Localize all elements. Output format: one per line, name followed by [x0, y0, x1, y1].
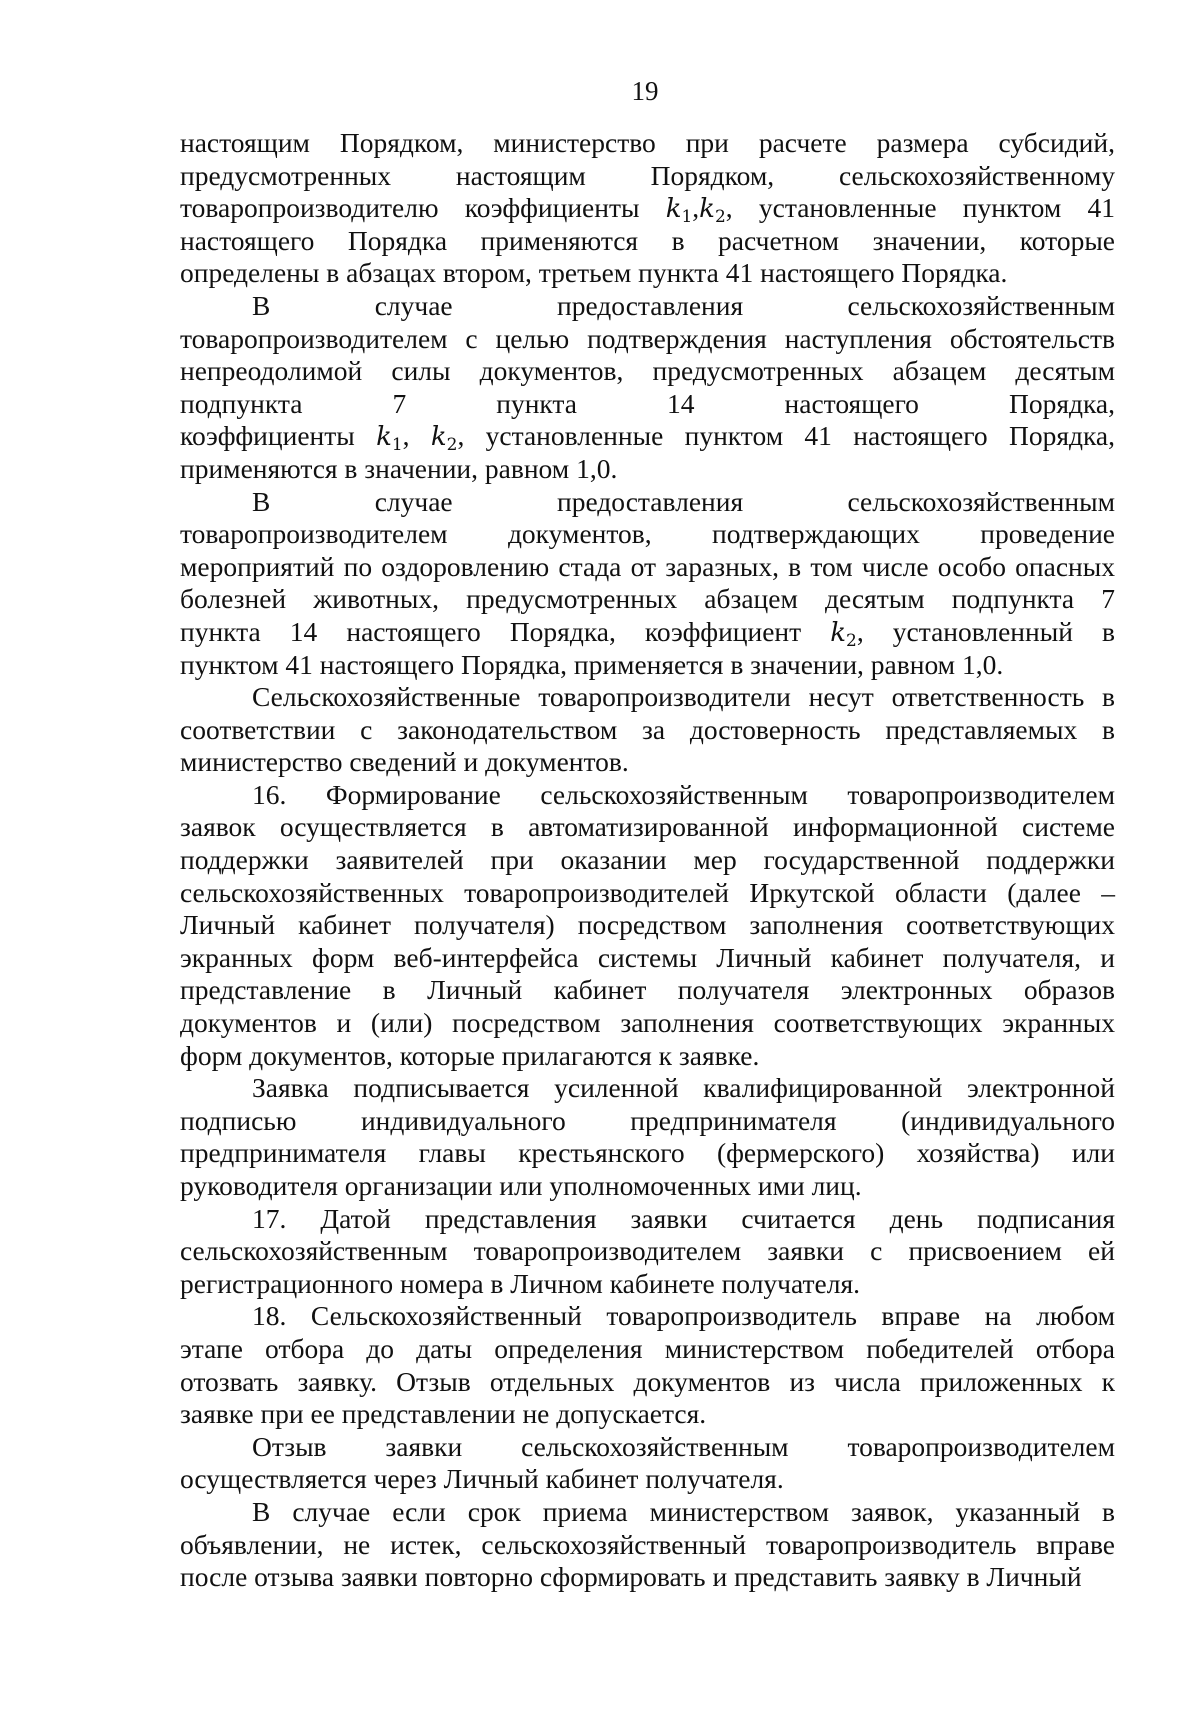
document-body — [180, 127, 1115, 1594]
text-line: экранных форм веб-интерфейса системы Личный кабинет получателя, и — [180, 941, 1115, 973]
text-line: после отзыва заявки повторно сформировать и представить заявку в Личный — [180, 1561, 1082, 1593]
paragraph — [180, 1203, 1115, 1301]
text-line: руководителя организации или уполномоченных ими лиц. — [180, 1170, 862, 1201]
text-line: отозвать заявку. Отзыв отдельных документов из числа приложенных к — [180, 1365, 1115, 1397]
coefficient-symbol: $k_2$ — [430, 422, 458, 456]
text-line: Личный кабинет получателя) посредством заполнения соответствующих — [180, 909, 1115, 941]
text-line: непреодолимой силы документов, предусмотренных абзацем десятым — [180, 355, 1115, 387]
text-line: заявке при ее представлении не допускается. — [180, 1398, 707, 1430]
text-line: определены в абзацах втором, третьем пункта 41 настоящего Порядка. — [180, 257, 1008, 289]
text-line: товаропроизводителем документов, подтверждающих проведение — [180, 518, 1115, 550]
text-line: пунктом 41 настоящего Порядка, применяется в значении, равном 1,0. — [180, 648, 1004, 680]
text-line: сельскохозяйственных товаропроизводителей Иркутской области (далее – — [180, 876, 1115, 908]
text-line: этапе отбора до даты определения министерством победителей отбора — [180, 1332, 1115, 1364]
text-line: заявок осуществляется в автоматизированной информационной системе — [180, 811, 1115, 843]
text-line: министерство сведений и документов. — [180, 746, 629, 778]
text-line: настоящим Порядком, министерство при расчете размера субсидий, — [180, 127, 1115, 158]
text-line: 16. Формирование сельскохозяйственным товаропроизводителем — [252, 778, 1115, 810]
text-line: В случае если срок приема министерством заявок, указанный в — [252, 1495, 1115, 1527]
paragraph — [180, 290, 1115, 486]
text-line: подпункта 7 пункта 14 настоящего Порядка, — [180, 387, 1115, 419]
page-number: 19 — [631, 76, 659, 106]
text-line: пункта 14 настоящего Порядка, коэффициент $k_2$, установленный в — [180, 615, 1115, 651]
text-line: предусмотренных настоящим Порядком, сельскохозяйственному — [180, 159, 1115, 191]
text-line: Сельскохозяйственные товаропроизводители несут ответственность в — [252, 681, 1115, 713]
text-line: Отзыв заявки сельскохозяйственным товаропроизводителем — [252, 1430, 1115, 1462]
text-line: объявлении, не истек, сельскохозяйственный товаропроизводитель вправе — [180, 1528, 1115, 1560]
paragraph — [180, 779, 1115, 1072]
text-line: мероприятий по оздоровлению стада от заразных, в том числе особо опасных — [180, 550, 1115, 582]
text-line: осуществляется через Личный кабинет получателя. — [180, 1463, 784, 1495]
paragraph — [180, 1072, 1115, 1202]
paragraph — [180, 681, 1115, 779]
text-line: форм документов, которые прилагаются к заявке. — [180, 1039, 760, 1071]
text-line: товаропроизводителем с целью подтверждения наступления обстоятельств — [180, 322, 1115, 354]
text-line: настоящего Порядка применяются в расчетном значении, которые — [180, 224, 1115, 256]
text-line: сельскохозяйственным товаропроизводителем заявки с присвоением ей — [180, 1235, 1115, 1267]
text-line: применяются в значении, равном 1,0. — [180, 452, 618, 484]
text-line: Заявка подписывается усиленной квалифицированной электронной — [252, 1072, 1115, 1104]
text-line: регистрационного номера в Личном кабинете получателя. — [180, 1267, 860, 1299]
text-line: подписью индивидуального предпринимателя (индивидуального — [180, 1104, 1115, 1136]
text-line: документов и (или) посредством заполнения соответствующих экранных — [180, 1007, 1115, 1039]
text-line: коэффициенты $k_1$, $k_2$, установленные пунктом 41 настоящего Порядка, — [180, 420, 1115, 456]
text-line: товаропроизводителю коэффициенты $k_1,k_2$, установленные пунктом 41 — [180, 192, 1115, 228]
paragraph — [180, 127, 1115, 290]
paragraph — [180, 1431, 1115, 1496]
coefficient-symbol: $k_1$ — [665, 194, 693, 228]
text-line: соответствии с законодательством за достоверность представляемых в — [180, 713, 1115, 745]
text-line: поддержки заявителей при оказании мер государственной поддержки — [180, 844, 1115, 876]
coefficient-symbol: $k_2$ — [699, 194, 726, 228]
text-line: 17. Датой представления заявки считается день подписания — [252, 1202, 1115, 1234]
text-line: представление в Личный кабинет получателя электронных образов — [180, 974, 1115, 1006]
text-line: В случае предоставления сельскохозяйственным — [252, 485, 1115, 517]
coefficient-symbol: $k_1$ — [376, 422, 403, 456]
text-line: 18. Сельскохозяйственный товаропроизводитель вправе на любом — [252, 1300, 1115, 1332]
coefficient-symbol: $k_2$ — [830, 617, 857, 651]
text-line: В случае предоставления сельскохозяйственным — [252, 289, 1115, 321]
text-line: болезней животных, предусмотренных абзацем десятым подпункта 7 — [180, 583, 1115, 615]
paragraph — [180, 486, 1115, 682]
paragraph — [180, 1300, 1115, 1430]
text-line: предпринимателя главы крестьянского (фермерского) хозяйства) или — [180, 1137, 1115, 1169]
paragraph — [180, 1496, 1115, 1594]
